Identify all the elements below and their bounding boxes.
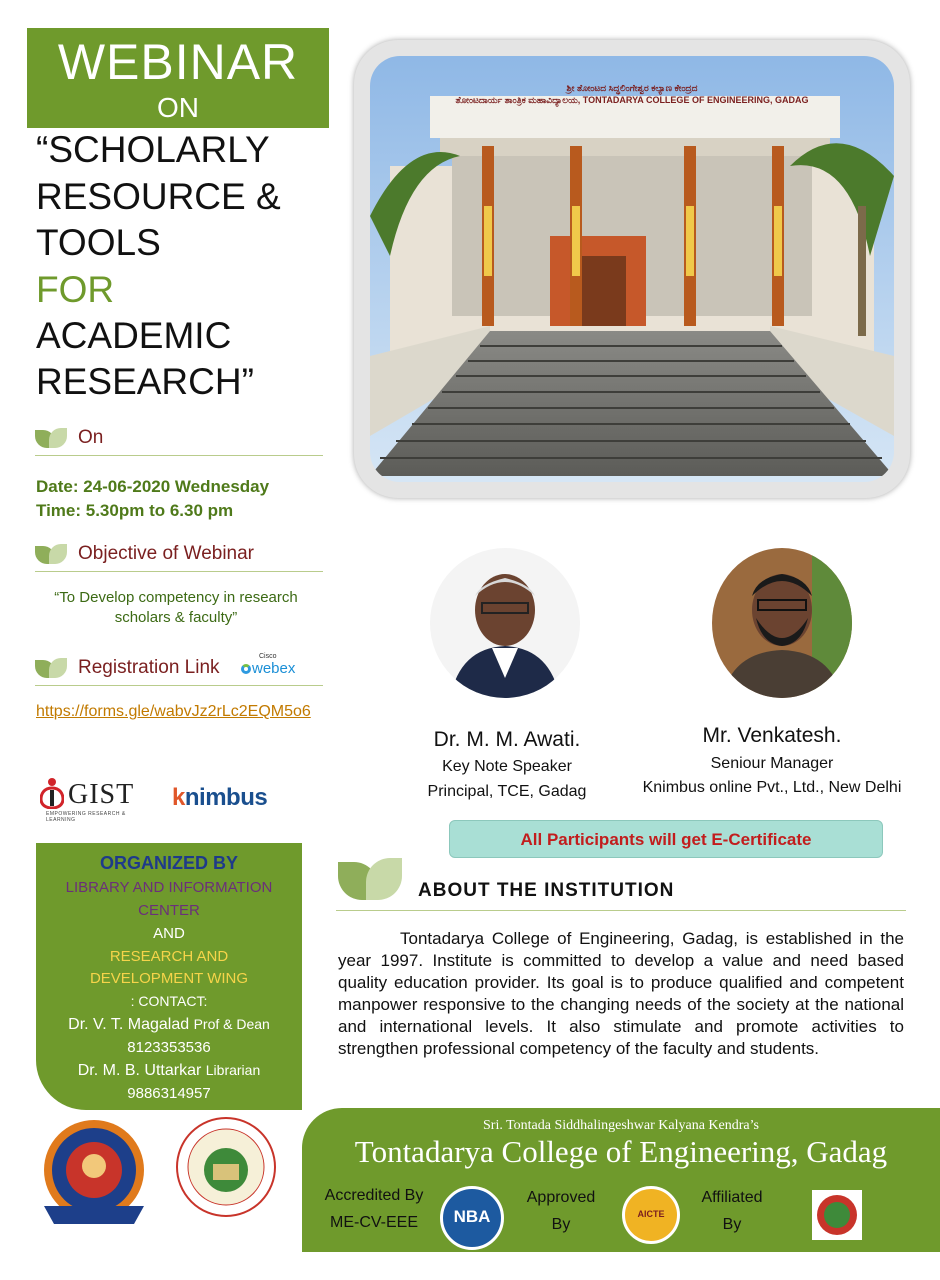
- accredited-by-text: Accredited By: [324, 1187, 424, 1204]
- registration-section-header: [35, 652, 323, 686]
- objective-quote: “To Develop competency in research scholars & faculty”: [54, 589, 298, 626]
- objective-label: Objective of Webinar: [78, 543, 255, 564]
- title-banner: [27, 28, 329, 128]
- contact-1-name: Dr. V. T. Magalad: [68, 1016, 190, 1033]
- organizer-line-1: LIBRARY AND INFORMATION: [65, 879, 273, 896]
- contact-2-name: Dr. M. B. Uttarkar: [77, 1062, 202, 1079]
- footer-college-name: Tontadarya College of Engineering, Gadag: [354, 1134, 888, 1169]
- approved-by-text: By: [551, 1216, 571, 1233]
- accredited-label: [320, 1182, 428, 1236]
- affiliated-by-text: By: [722, 1216, 742, 1233]
- speaker-2-role: Seniour Manager: [710, 755, 834, 772]
- speaker-2-photo: [712, 548, 852, 698]
- contact-2: [36, 1062, 302, 1080]
- speaker-1-name: Dr. M. M. Awati.: [433, 728, 581, 751]
- contact-label: : CONTACT:: [130, 993, 208, 1009]
- campus-photo-frame: [354, 40, 910, 498]
- title-on: ON: [157, 92, 199, 123]
- nba-logo: [440, 1186, 504, 1250]
- on-section-header: [35, 422, 323, 456]
- contact-2-phone: 9886314957: [127, 1085, 211, 1102]
- about-leaf-icon: [338, 858, 404, 902]
- about-divider: [336, 910, 906, 911]
- organizer-line-4: RESEARCH AND: [109, 948, 229, 965]
- knimbus-rest: nimbus: [184, 784, 268, 811]
- objective-section-header: [35, 538, 323, 572]
- title-line-6: RESEARCH”: [36, 361, 254, 402]
- title-line-3: TOOLS: [36, 222, 161, 263]
- speaker-1-photo: [430, 548, 580, 698]
- approved-label: [516, 1184, 606, 1238]
- webex-logo: [241, 653, 296, 677]
- webex-icon: [241, 664, 251, 674]
- leaf-icon: [35, 544, 69, 566]
- campus-sign-main: ತೋಂಟದಾರ್ಯ ತಾಂತ್ರಿಕ ಮಹಾವಿದ್ಯಾಲಯ, TONTADARYA COLLEGE OF ENGINEERING, GADAG: [455, 95, 809, 105]
- campus-photo: [370, 56, 894, 482]
- campus-sign-kannada: ಶ್ರೀ ತೋಂಟದ ಸಿದ್ಧಲಿಂಗೇಶ್ವರ ಕಲ್ಯಾಣ ಕೇಂದ್ರದ: [566, 83, 698, 93]
- about-heading: ABOUT THE INSTITUTION: [418, 880, 675, 901]
- leaf-icon: [35, 428, 69, 450]
- registration-label: Registration Link: [78, 657, 220, 678]
- title-line-5: ACADEMIC: [36, 315, 232, 356]
- igist-i-icon: [40, 777, 64, 809]
- webinar-time: Time: 5.30pm to 6.30 pm: [36, 501, 234, 520]
- affiliated-label: [686, 1184, 778, 1238]
- title-line-2: RESOURCE &: [36, 176, 281, 217]
- certificate-banner: All Participants will get E-Certificate: [449, 820, 883, 858]
- speaker-2-name: Mr. Venkatesh.: [702, 724, 842, 747]
- aicte-logo: [622, 1186, 680, 1244]
- approved-text: Approved: [526, 1189, 596, 1206]
- footer-kendra: Sri. Tontada Siddhalingeshwar Kalyana Kendra’s: [483, 1118, 759, 1133]
- on-label: On: [78, 427, 104, 448]
- vtu-seal-logo: [175, 1116, 277, 1218]
- contact-2-role: Librarian: [205, 1062, 261, 1078]
- speaker-1-role: Key Note Speaker: [442, 758, 572, 775]
- contact-1: [36, 1016, 302, 1034]
- igist-logo: [40, 775, 150, 823]
- organizer-line-3: AND: [153, 925, 185, 942]
- knimbus-logo: [172, 784, 267, 812]
- title-webinar: WEBINAR: [57, 34, 299, 90]
- knimbus-k: k: [172, 784, 185, 811]
- affiliated-text: Affiliated: [701, 1189, 763, 1206]
- speaker-2-org: Knimbus online Pvt., Ltd., New Delhi: [642, 779, 902, 796]
- contact-1-role: Prof & Dean: [193, 1016, 270, 1032]
- organized-by-box: [36, 843, 302, 1110]
- igist-text: GIST: [68, 779, 135, 810]
- organizer-line-2: CENTER: [138, 902, 200, 919]
- college-footer-bar: [302, 1108, 940, 1252]
- leaf-icon: [35, 658, 69, 680]
- contact-1-phone: 8123353536: [127, 1039, 211, 1056]
- title-line-4: FOR: [36, 269, 115, 310]
- vtu-small-logo: [812, 1190, 862, 1240]
- webinar-date: Date: 24-06-2020 Wednesday: [36, 477, 270, 496]
- title-line-1: “SCHOLARLY: [36, 129, 270, 170]
- speaker-1-org: Principal, TCE, Gadag: [427, 783, 587, 800]
- igist-subtitle: EMPOWERING RESEARCH & LEARNING: [46, 811, 126, 823]
- registration-link[interactable]: https://forms.gle/wabvJz2rLc2EQM5o6: [36, 703, 311, 720]
- accredited-programs: ME-CV-EEE: [329, 1214, 418, 1231]
- aicte-text: AICTE: [637, 1209, 665, 1219]
- organizer-line-5: DEVELOPMENT WING: [89, 970, 249, 987]
- tce-seal-logo: [38, 1116, 150, 1228]
- organized-title: ORGANIZED BY: [99, 853, 238, 873]
- webex-cisco-text: Cisco: [259, 653, 277, 660]
- nba-text: NBA: [453, 1207, 491, 1226]
- webex-text: webex: [252, 660, 296, 677]
- about-text: Tontadarya College of Engineering, Gadag, is established in the year 1997. Institute is committed to develop a value and need based quality education provider. Its goal is to produce qualified and competent manpower responsive to the changing needs of the society at the national and international levels. It also stimulate and promote activities to strengthen professional competency of the faculty and students.: [338, 929, 904, 1058]
